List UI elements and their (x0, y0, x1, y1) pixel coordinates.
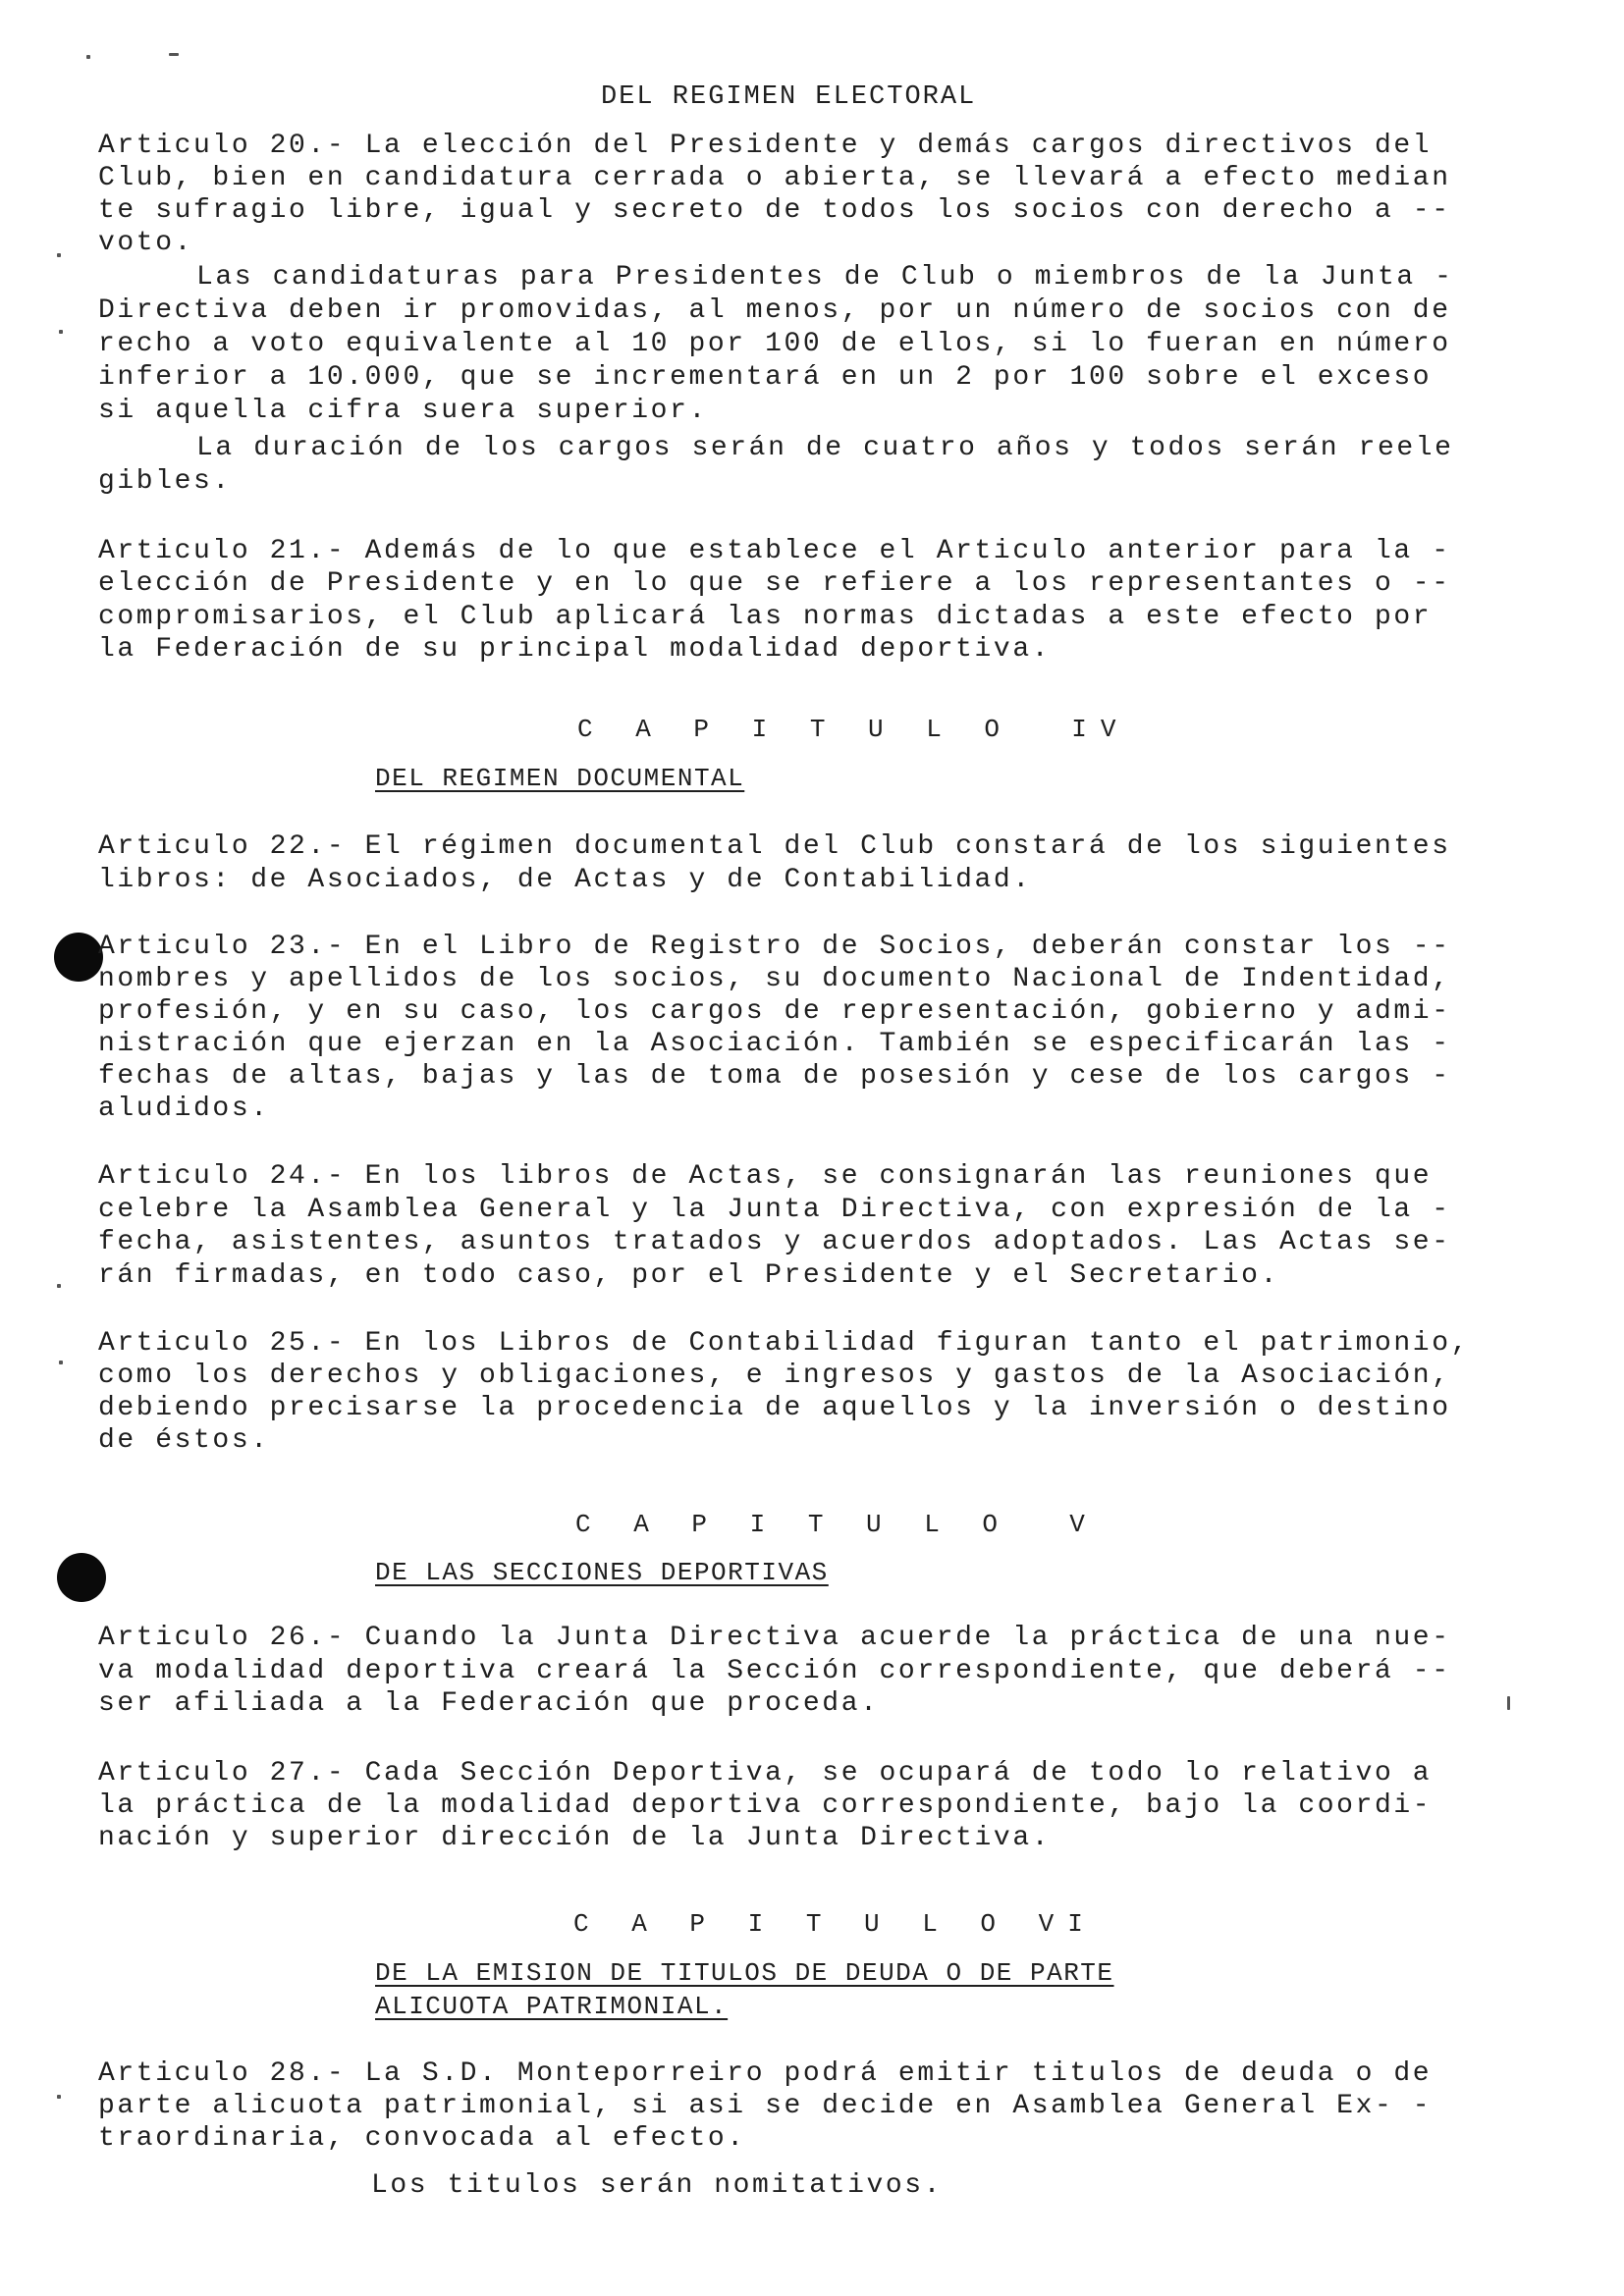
scan-speck (86, 55, 90, 59)
art21-line-3: compromisarios, el Club aplicará las normas dictadas a este efecto por (98, 602, 1433, 632)
art20-line-8: inferior a 10.000, que se incrementará en un 2 por 100 sobre el exceso (98, 362, 1433, 393)
chapter-5-label: C A P I T U L O V (575, 1510, 1099, 1539)
scan-speck (59, 1361, 63, 1364)
art28-line-3: traordinaria, convocada al efecto. (98, 2123, 746, 2154)
chapter-6-label: C A P I T U L O VI (573, 1909, 1097, 1939)
art25-line-3: debiendo precisarse la procedencia de aquellos y la inversión o destino (98, 1393, 1451, 1423)
art24-line-1: Articulo 24.- En los libros de Actas, se consignarán las reuniones que (98, 1161, 1433, 1192)
chapter-4-label: C A P I T U L O IV (577, 715, 1130, 744)
art20-line-6: Directiva deben ir promovidas, al menos, por un número de socios con de (98, 295, 1451, 326)
chapter-6-title-line-1: DE LA EMISION DE TITULOS DE DEUDA O DE PARTE (375, 1958, 1114, 1988)
art26-line-2: va modalidad deportiva creará la Sección correspondiente, que deberá -- (98, 1656, 1451, 1686)
art23-line-2: nombres y apellidos de los socios, su documento Nacional de Indentidad, (98, 964, 1451, 994)
art24-line-4: rán firmadas, en todo caso, por el Presidente y el Secretario. (98, 1260, 1279, 1291)
art28-line-1: Articulo 28.- La S.D. Monteporreiro podrá emitir titulos de deuda o de (98, 2058, 1433, 2089)
scan-speck (169, 53, 179, 56)
scan-speck (57, 1284, 61, 1288)
chapter-6-title-line-2: ALICUOTA PATRIMONIAL. (375, 1992, 729, 2021)
art26-line-1: Articulo 26.- Cuando la Junta Directiva acuerde la práctica de una nue- (98, 1623, 1451, 1653)
art22-line-1: Articulo 22.- El régimen documental del Club constará de los siguientes (98, 831, 1451, 862)
art20-line-9: si aquella cifra suera superior. (98, 396, 708, 426)
art28-line-2: parte alicuota patrimonial, si asi se decide en Asamblea General Ex- - (98, 2091, 1433, 2121)
art20-line-5: Las candidaturas para Presidentes de Club o miembros de la Junta - (196, 262, 1454, 293)
art24-line-3: fecha, asistentes, asuntos tratados y acuerdos adoptados. Las Actas se- (98, 1227, 1451, 1257)
art27-line-3: nación y superior dirección de la Junta Directiva. (98, 1823, 1052, 1853)
art21-line-1: Articulo 21.- Además de lo que establece el Articulo anterior para la - (98, 536, 1451, 566)
scan-speck (57, 2095, 61, 2099)
art22-line-2: libros: de Asociados, de Actas y de Contabilidad. (98, 865, 1032, 895)
art20-line-3: te sufragio libre, igual y secreto de todos los socios con derecho a -- (98, 195, 1451, 226)
art21-line-2: elección de Presidente y en lo que se refiere a los representantes o -- (98, 568, 1451, 599)
chapter-5-title: DE LAS SECCIONES DEPORTIVAS (375, 1558, 829, 1587)
art23-line-3: profesión, y en su caso, los cargos de representación, gobierno y admi- (98, 996, 1451, 1027)
section-title: DEL REGIMEN ELECTORAL (601, 82, 977, 112)
art27-line-1: Articulo 27.- Cada Sección Deportiva, se ocupará de todo lo relativo a (98, 1758, 1433, 1789)
art20-line-1: Articulo 20.- La elección del Presidente y demás cargos directivos del (98, 131, 1433, 161)
art24-line-2: celebre la Asamblea General y la Junta Directiva, con expresión de la - (98, 1195, 1451, 1225)
hole-punch-top (54, 933, 103, 982)
art20-line-4: voto. (98, 228, 194, 258)
art21-line-4: la Federación de su principal modalidad deportiva. (98, 634, 1052, 665)
hole-punch-bottom (57, 1553, 106, 1602)
art25-line-4: de éstos. (98, 1425, 270, 1456)
art23-line-6: aludidos. (98, 1094, 270, 1124)
art20-line-10: La duración de los cargos serán de cuatro años y todos serán reele (196, 433, 1454, 463)
scan-speck (57, 253, 61, 257)
art25-line-2: como los derechos y obligaciones, e ingresos y gastos de la Asociación, (98, 1361, 1451, 1391)
art20-line-2: Club, bien en candidatura cerrada o abierta, se llevará a efecto median (98, 163, 1451, 193)
art23-line-4: nistración que ejerzan en la Asociación. También se especificarán las - (98, 1029, 1451, 1059)
art23-line-5: fechas de altas, bajas y las de toma de posesión y cese de los cargos - (98, 1061, 1451, 1092)
art28-closing: Los titulos serán nomitativos. (371, 2170, 944, 2201)
art27-line-2: la práctica de la modalidad deportiva correspondiente, bajo la coordi- (98, 1790, 1433, 1821)
scan-speck (59, 330, 63, 334)
art20-line-7: recho a voto equivalente al 10 por 100 de ellos, si lo fueran en número (98, 329, 1451, 359)
art23-line-1: Articulo 23.- En el Libro de Registro de Socios, deberán constar los -- (98, 932, 1451, 962)
art25-line-1: Articulo 25.- En los Libros de Contabilidad figuran tanto el patrimonio, (98, 1328, 1470, 1359)
chapter-4-title: DEL REGIMEN DOCUMENTAL (375, 764, 745, 793)
art26-line-3: ser afiliada a la Federación que proceda. (98, 1688, 880, 1719)
art20-line-11: gibles. (98, 466, 232, 497)
